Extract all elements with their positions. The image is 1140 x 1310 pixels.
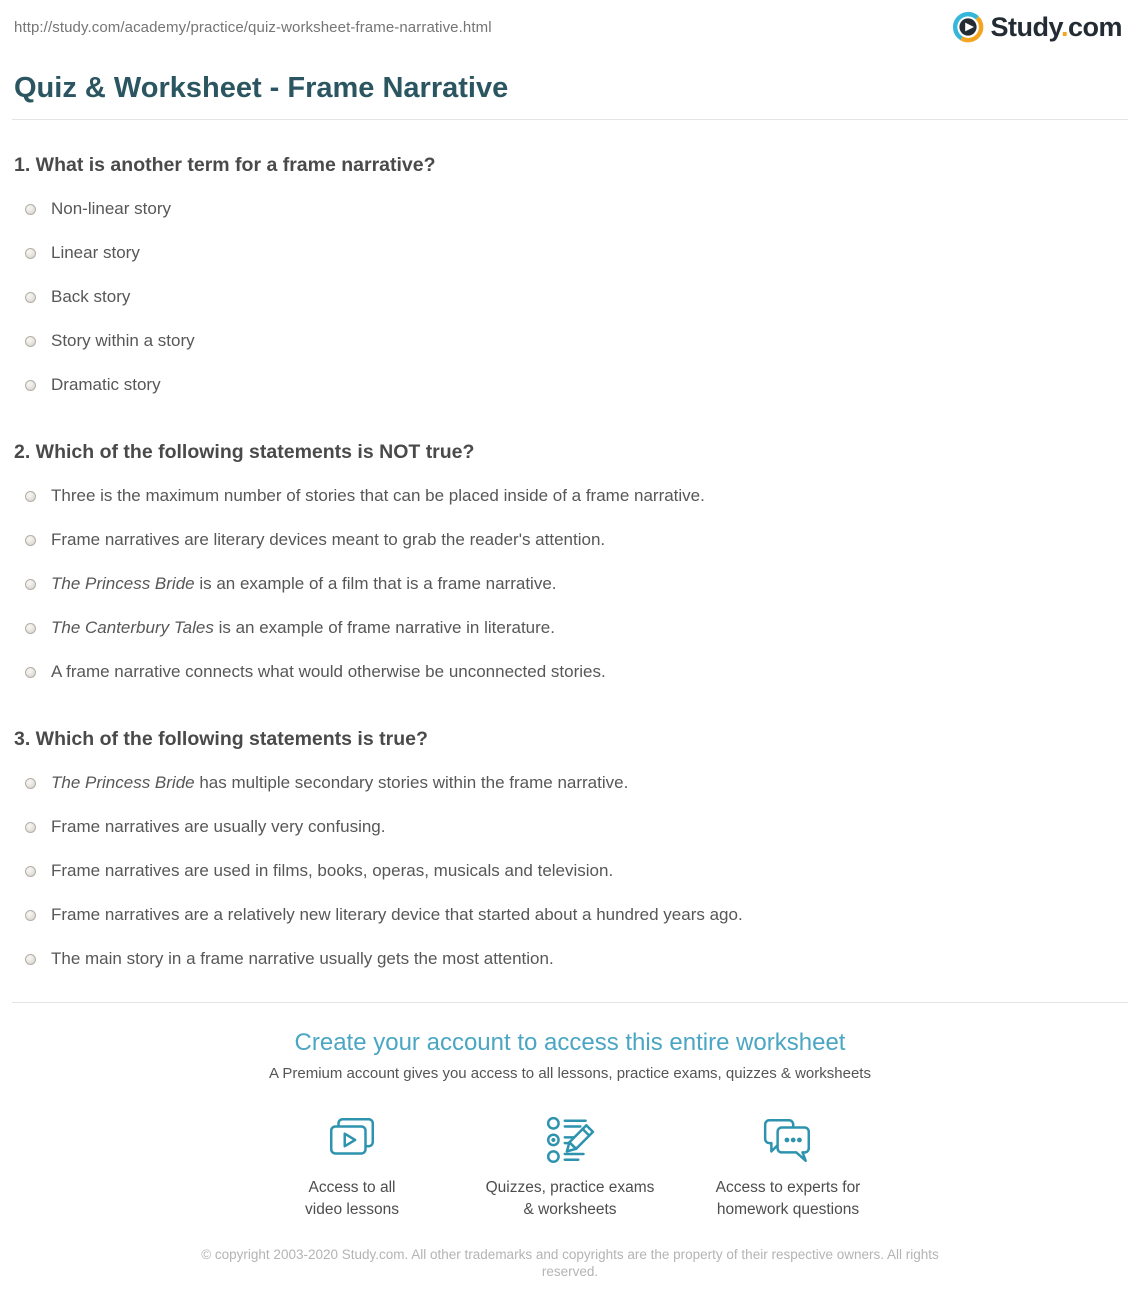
radio-button[interactable] — [25, 292, 36, 303]
answer-option[interactable] — [14, 231, 1126, 275]
radio-button[interactable] — [25, 204, 36, 215]
answer-option-label: The Princess Bride has multiple secondary stories within the frame narrative. — [51, 773, 629, 792]
header — [0, 0, 1140, 44]
logo-text: Study.com — [990, 11, 1122, 42]
radio-button[interactable] — [25, 535, 36, 546]
question-2 — [14, 439, 1126, 694]
title-divider — [12, 119, 1128, 120]
cta-subheading: A Premium account gives you access to all lessons, practice exams, quizzes & worksheets — [269, 1065, 871, 1082]
answer-option[interactable] — [14, 893, 1126, 937]
answer-option-label: Non-linear story — [51, 199, 171, 218]
answer-option-label: Frame narratives are literary devices meant to grab the reader's attention. — [51, 530, 606, 549]
page-url: http://study.com/academy/practice/quiz-worksheet-frame-narrative.html — [14, 18, 492, 36]
answer-option[interactable] — [14, 518, 1126, 562]
radio-button[interactable] — [25, 778, 36, 789]
answer-option[interactable] — [14, 319, 1126, 363]
answer-option-label: Dramatic story — [51, 375, 161, 394]
radio-button[interactable] — [25, 667, 36, 678]
answer-option-label: The Princess Bride is an example of a film that is a frame narrative. — [51, 574, 557, 593]
answer-option-label: Frame narratives are a relatively new literary device that started about a hundred years ago. — [51, 905, 743, 924]
studycom-logo[interactable] — [951, 10, 1122, 44]
video-lessons-icon — [325, 1114, 379, 1168]
answer-option-label: Linear story — [51, 243, 140, 262]
answer-option-label: Three is the maximum number of stories that can be placed inside of a frame narrative. — [51, 486, 705, 505]
feature-homework-experts — [679, 1114, 897, 1221]
question-3 — [14, 726, 1126, 981]
radio-button[interactable] — [25, 866, 36, 877]
feature-video-lessons — [243, 1114, 461, 1221]
feature-label: Quizzes, practice exams & worksheets — [485, 1179, 655, 1218]
question-heading: 3. Which of the following statements is true? — [14, 728, 428, 750]
quiz-body — [0, 152, 1140, 981]
answer-option-label: Frame narratives are usually very confusing. — [51, 817, 386, 836]
radio-button[interactable] — [25, 336, 36, 347]
answer-option[interactable] — [14, 363, 1126, 407]
answer-option[interactable] — [14, 805, 1126, 849]
radio-button[interactable] — [25, 623, 36, 634]
answer-option-label: The Canterbury Tales is an example of frame narrative in literature. — [51, 618, 555, 637]
radio-button[interactable] — [25, 579, 36, 590]
answer-option-label: Story within a story — [51, 331, 195, 350]
question-1 — [14, 152, 1126, 407]
question-heading: 2. Which of the following statements is NOT true? — [14, 441, 475, 463]
radio-button[interactable] — [25, 248, 36, 259]
answer-option-label: Back story — [51, 287, 131, 306]
logo-dot: . — [1060, 11, 1068, 42]
copyright-text: © copyright 2003-2020 Study.com. All other trademarks and copyrights are the property of their respective owners. All rights reserved. — [201, 1247, 939, 1279]
radio-button[interactable] — [25, 822, 36, 833]
answer-option-label: A frame narrative connects what would otherwise be unconnected stories. — [51, 662, 606, 681]
answer-option-label: Frame narratives are used in films, books, operas, musicals and television. — [51, 861, 614, 880]
answer-option[interactable] — [14, 606, 1126, 650]
chat-experts-icon — [761, 1114, 815, 1168]
answer-option[interactable] — [14, 849, 1126, 893]
cta-divider — [12, 1002, 1128, 1003]
quiz-worksheet-icon — [543, 1114, 597, 1168]
footer — [0, 1246, 1140, 1280]
cta-heading: Create your account to access this entire worksheet — [294, 1029, 846, 1056]
radio-button[interactable] — [25, 491, 36, 502]
page-title: Quiz & Worksheet - Frame Narrative — [14, 72, 509, 104]
radio-button[interactable] — [25, 380, 36, 391]
answer-option[interactable] — [14, 275, 1126, 319]
answer-option[interactable] — [14, 761, 1126, 805]
feature-label: Access to experts for homework questions — [715, 1179, 861, 1218]
play-circle-icon — [951, 10, 985, 44]
answer-option[interactable] — [14, 474, 1126, 518]
answer-option[interactable] — [14, 650, 1126, 694]
answer-option-label: The main story in a frame narrative usually gets the most attention. — [51, 949, 554, 968]
feature-list — [0, 1114, 1140, 1221]
answer-option[interactable] — [14, 562, 1126, 606]
radio-button[interactable] — [25, 954, 36, 965]
signup-cta — [0, 1028, 1140, 1221]
radio-button[interactable] — [25, 910, 36, 921]
feature-label: Access to all video lessons — [305, 1179, 399, 1218]
answer-option[interactable] — [14, 937, 1126, 981]
feature-quizzes-worksheets — [461, 1114, 679, 1221]
question-heading: 1. What is another term for a frame narrative? — [14, 154, 436, 176]
answer-option[interactable] — [14, 187, 1126, 231]
